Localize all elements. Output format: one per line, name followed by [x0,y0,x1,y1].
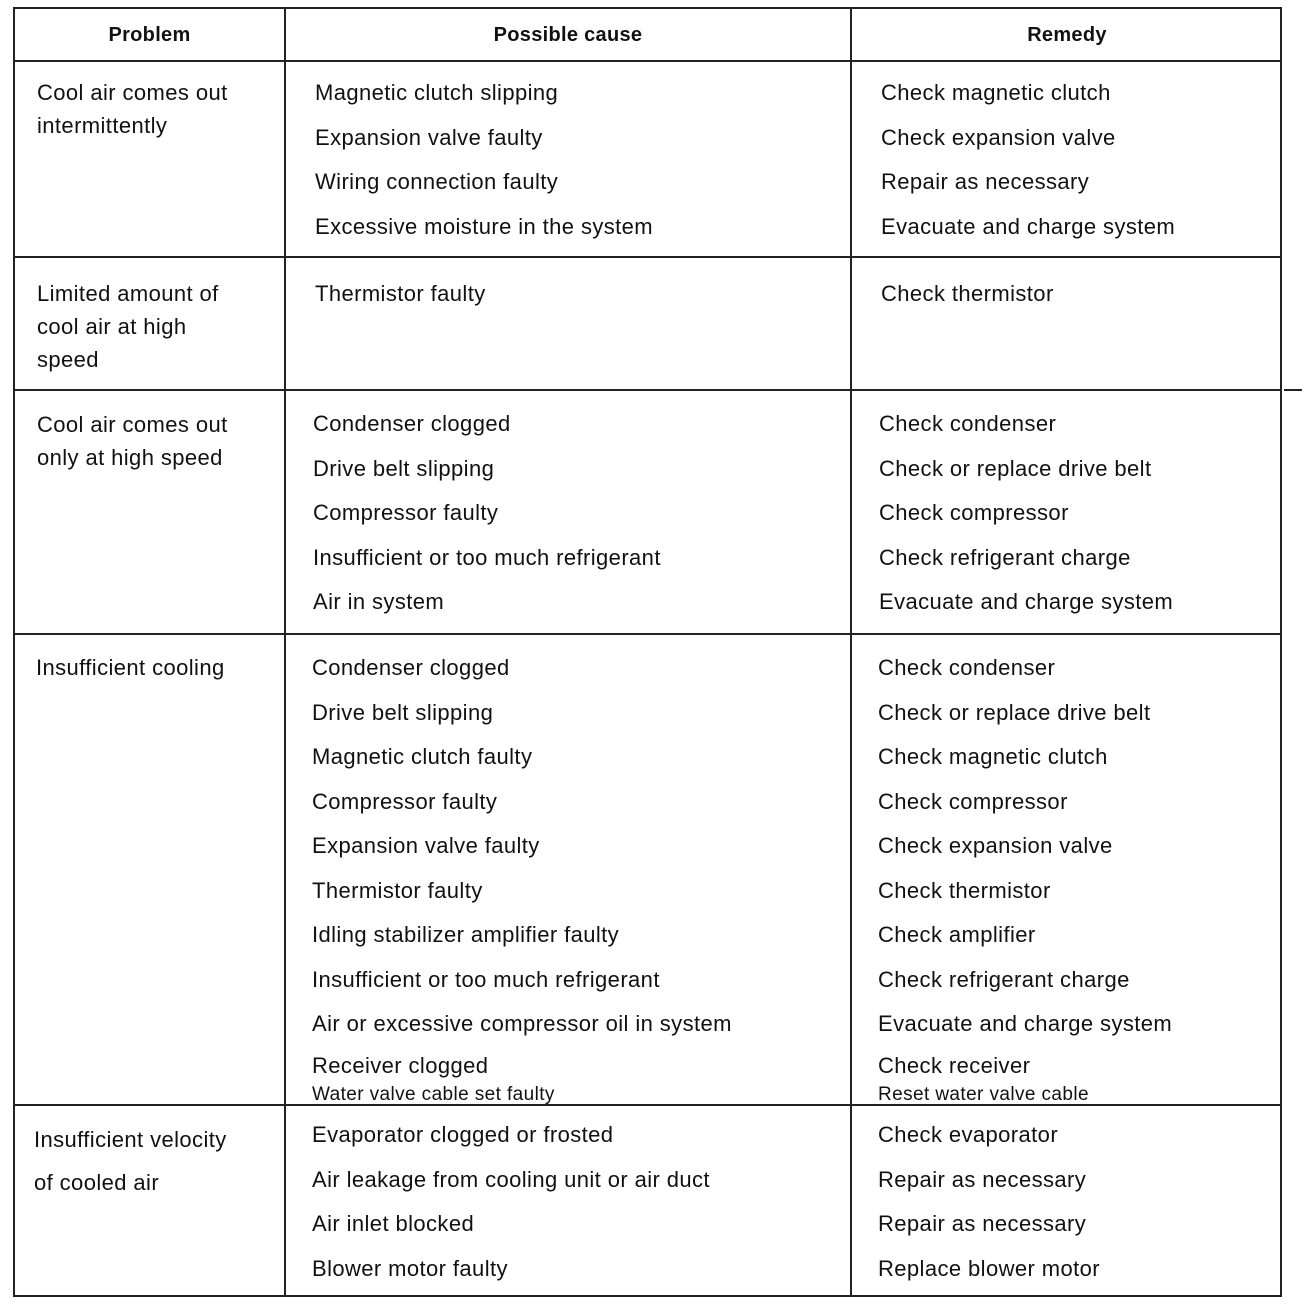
problem-cell: Cool air comes out only at high speed [37,412,228,470]
cause-cell [312,1113,847,1291]
remedy-item: Check refrigerant charge [879,544,1131,570]
remedy-item: Check receiver [878,1052,1031,1078]
remedy-item: Check thermistor [878,877,1051,903]
header-problem: Problem [108,23,191,46]
cause-item: Compressor faulty [312,788,498,814]
remedy-cell [879,402,1279,625]
cause-item: Wiring connection faulty [315,169,559,194]
cause-item: Magnetic clutch slipping [315,80,559,105]
cause-item: Evaporator clogged or frosted [312,1122,614,1147]
cause-item: Blower motor faulty [312,1255,508,1281]
remedy-item: Check evaporator [878,1122,1059,1147]
cause-item: Compressor faulty [313,500,499,525]
problem-cell: Insufficient velocity of cooled air [34,1127,227,1195]
cause-item: Receiver clogged [312,1052,489,1078]
cause-item: Drive belt slipping [313,455,495,481]
cause-cell [315,272,845,317]
cause-item: Air inlet blocked [312,1211,475,1236]
cause-item: Air leakage from cooling unit or air duct [312,1166,710,1192]
row-divider-1 [15,256,1280,258]
cause-item: Drive belt slipping [312,699,494,725]
row-divider-3 [15,633,1280,635]
remedy-item: Check expansion valve [881,124,1116,150]
cause-item: Condenser clogged [313,411,511,436]
remedy-item: Check or replace drive belt [878,699,1151,725]
cause-cell [315,71,845,249]
row-divider-2-overhang [1284,389,1302,391]
remedy-item: Check magnetic clutch [878,744,1108,769]
remedy-item: Repair as necessary [878,1166,1087,1192]
remedy-item: Replace blower motor [878,1255,1100,1281]
cause-item: Excessive moisture in the system [315,213,654,239]
remedy-cell [881,71,1281,249]
cause-item: Idling stabilizer amplifier faulty [312,922,620,947]
column-divider-cause-remedy [850,9,852,1295]
column-divider-problem-cause [284,9,286,1295]
remedy-item: Check magnetic clutch [881,80,1111,105]
cause-item: Insufficient or too much refrigerant [313,544,661,570]
cause-item: Condenser clogged [312,655,510,680]
remedy-cell [878,1113,1278,1291]
remedy-item-extra: Reset water valve cable [878,1083,1089,1105]
remedy-item: Evacuate and charge system [881,213,1176,239]
cause-item: Expansion valve faulty [312,833,540,858]
remedy-item: Check thermistor [881,281,1054,306]
cause-item: Insufficient or too much refrigerant [312,966,660,992]
remedy-item: Repair as necessary [878,1211,1087,1236]
header-possible-cause: Possible cause [493,23,643,46]
remedy-item: Check condenser [878,655,1056,680]
remedy-item: Check expansion valve [878,833,1113,858]
cause-item: Thermistor faulty [312,877,483,903]
remedy-item: Check condenser [879,411,1057,436]
remedy-item: Repair as necessary [881,169,1090,194]
row-divider-2 [15,389,1280,391]
cause-cell [313,402,843,625]
cause-cell [312,646,847,1106]
cause-item: Air in system [313,589,445,614]
troubleshooting-table [13,7,1282,1297]
cause-item: Expansion valve faulty [315,124,543,150]
remedy-item: Check compressor [879,500,1069,525]
remedy-item: Evacuate and charge system [878,1011,1173,1036]
problem-cell: Insufficient cooling [36,655,225,680]
remedy-item: Check refrigerant charge [878,966,1130,992]
cause-item: Magnetic clutch faulty [312,744,533,769]
problem-cell: Cool air comes out intermittently [37,80,228,138]
cause-item: Thermistor faulty [315,281,486,306]
cause-item-extra: Water valve cable set faulty [312,1083,555,1105]
remedy-cell [878,646,1278,1106]
problem-cell: Limited amount of cool air at high speed [37,281,219,372]
remedy-item: Check or replace drive belt [879,455,1152,481]
remedy-cell [881,272,1281,317]
remedy-item: Evacuate and charge system [879,589,1174,614]
remedy-item: Check amplifier [878,922,1036,947]
remedy-item: Check compressor [878,788,1068,814]
cause-item: Air or excessive compressor oil in system [312,1011,732,1036]
header-remedy: Remedy [1027,23,1107,46]
